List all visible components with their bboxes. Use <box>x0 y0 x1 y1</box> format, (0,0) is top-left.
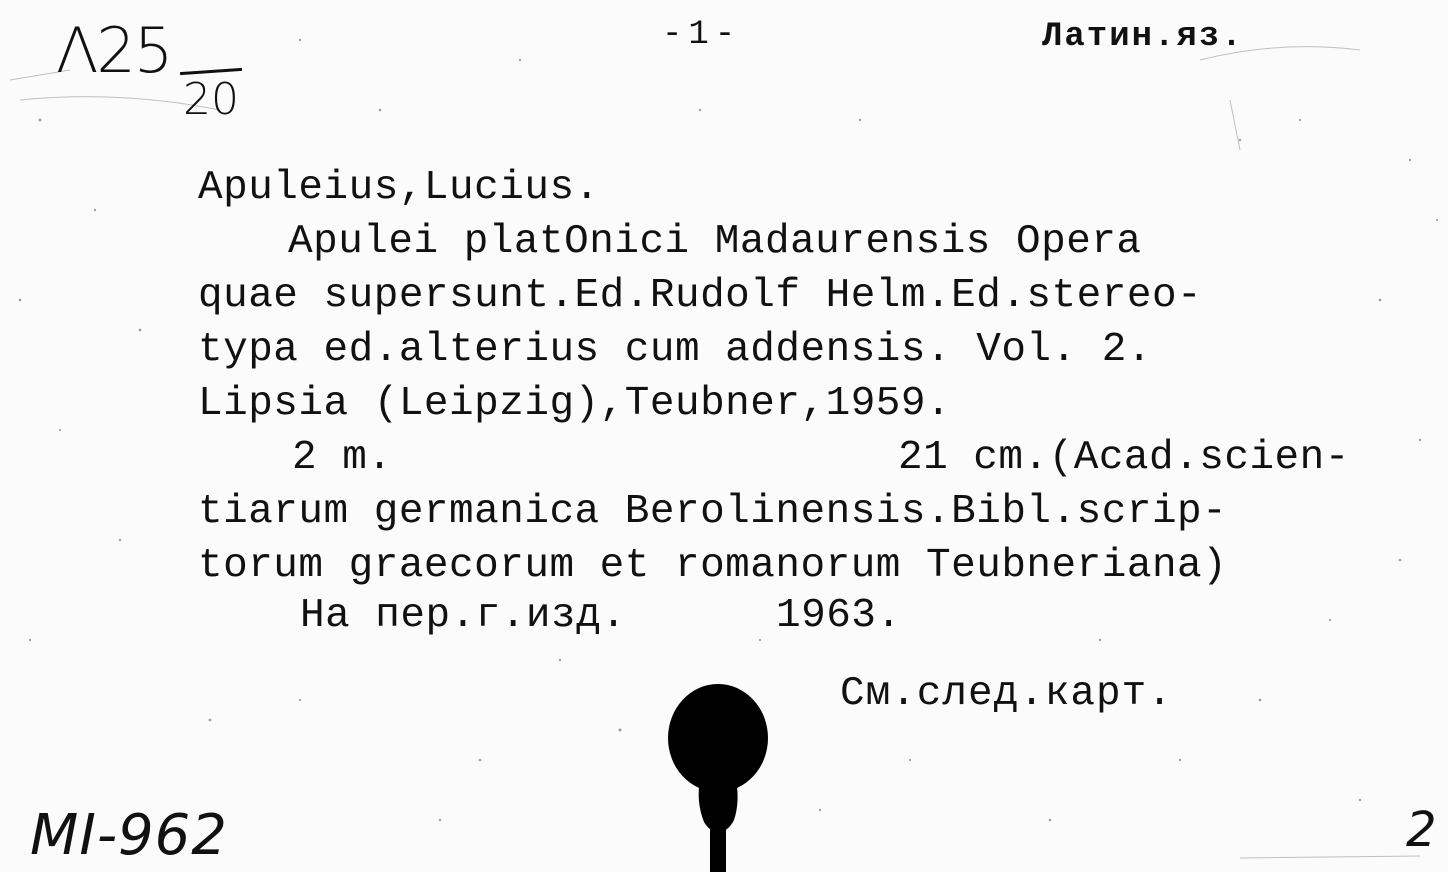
description-line: torum graecorum et romanorum Teubneriana) <box>198 543 1228 589</box>
description-line: Apulei platOnici Madaurensis Opera <box>288 219 1142 265</box>
description-line: quae supersunt.Ed.Rudolf Helm.Ed.stereo- <box>198 273 1203 319</box>
description-line: typa ed.alterius cum addensis. Vol. 2. <box>198 327 1152 373</box>
pagination: 2 m. <box>292 435 393 481</box>
corner-mark: 2 <box>1406 802 1437 858</box>
shelf-mark-number: 20 <box>183 74 239 125</box>
see-next-card-note: См.след.карт. <box>840 671 1173 717</box>
language-label: Латин.яз. <box>1042 18 1244 56</box>
shelf-mark: Λ25 <box>56 14 172 87</box>
description-line: tiarum germanica Berolinensis.Bibl.scrip- <box>198 489 1228 535</box>
punch-hole <box>666 682 770 872</box>
card-number: -1- <box>662 16 742 54</box>
size-series: 21 cm.(Acad.scien- <box>898 435 1350 481</box>
note-year: 1963. <box>776 593 902 639</box>
inventory-number: MI-962 <box>30 803 228 868</box>
description-line: Lipsia (Leipzig),Teubner,1959. <box>198 381 952 427</box>
note-line: На пер.г.изд. <box>300 593 627 639</box>
author-heading: Apuleius,Lucius. <box>198 165 600 211</box>
